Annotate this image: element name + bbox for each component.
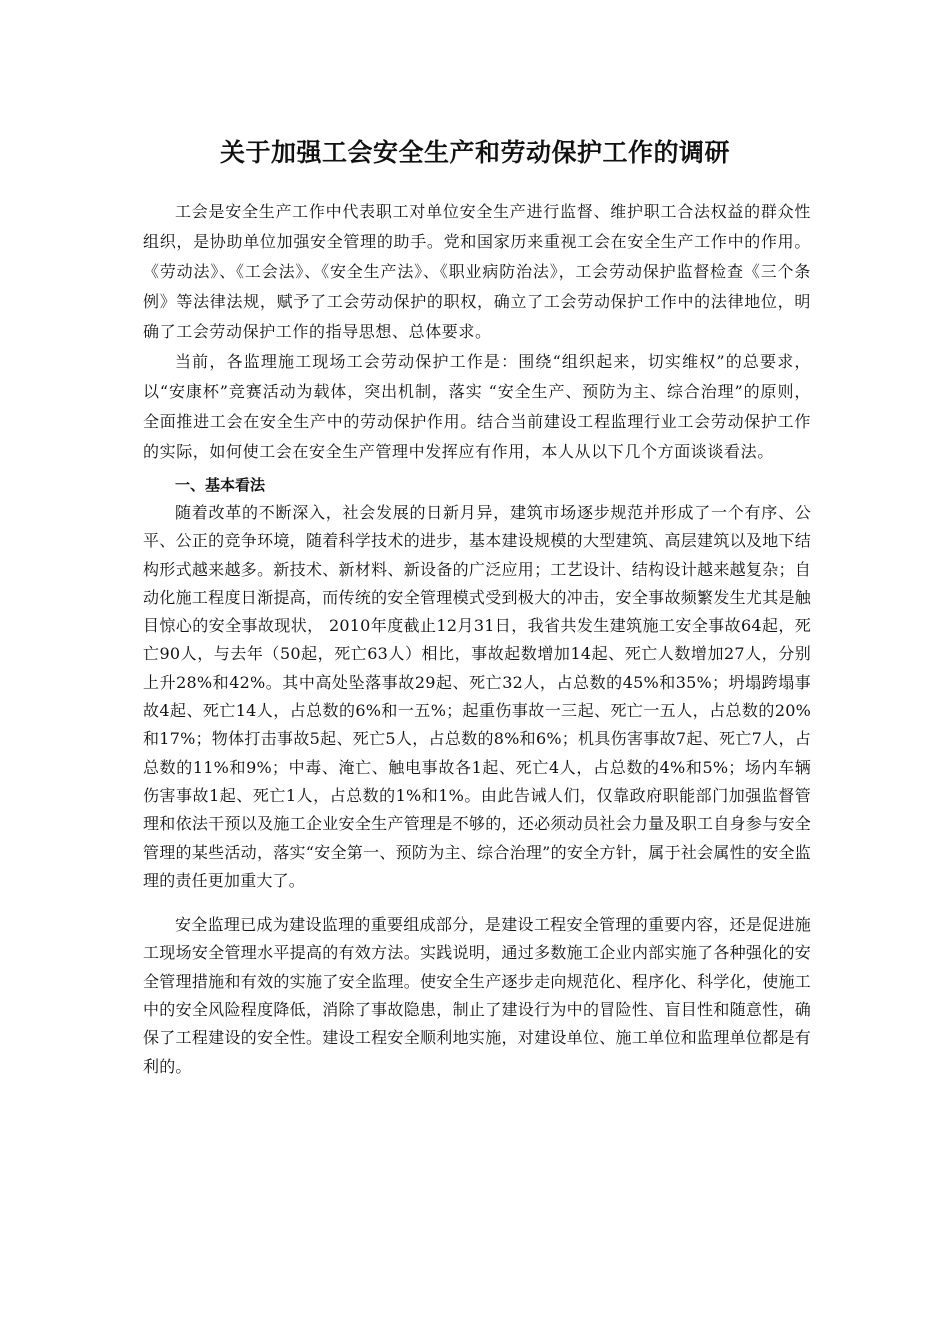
- paragraph-safety-supervision: 安全监理已成为建设监理的重要组成部分，是建设工程安全管理的重要内容，还是促进施工现场安全管理水平提高的有效方法。实践说明，通过多数施工企业内部实施了各种强化的安全管理措施和有效的实施了安全监理。使安全生产逐步走向规范化、程序化、科学化，使施工中的安全风险程度降低，消除了事故隐患，制止了建设行为中的冒险性、盲目性和随意性，确保了工程建设的安全性。建设工程安全顺利地实施，对建设单位、施工单位和监理单位都是有利的。: [143, 915, 811, 1076]
- document-body: [143, 197, 811, 1081]
- document-title: 关于加强工会安全生产和劳动保护工作的调研: [219, 138, 730, 167]
- paragraph-gap: [143, 895, 811, 911]
- paragraph-intro: 工会是安全生产工作中代表职工对单位安全生产进行监督、维护职工合法权益的群众性组织，是协助单位加强安全管理的助手。党和国家历来重视工会在安全生产工作中的作用。《劳动法》、《工会法》、《安全生产法》、《职业病防治法》，工会劳动保护监督检查《三个条例》等法律法规，赋予了工会劳动保护的职权，确立了工会劳动保护工作中的法律地位，明确了工会劳动保护工作的指导思想、总体要求。: [143, 202, 811, 341]
- paragraph-current-status: 当前，各监理施工现场工会劳动保护工作是：围绕“组织起来，切实维权”的总要求，以“安康杯”竞赛活动为载体，突出机制，落实 “安全生产、预防为主、综合治理”的原则，全面推进工会在安全生产中的劳动保护作用。结合当前建设工程监理行业工会劳动保护工作的实际，如何使工会在安全生产管理中发挥应有作用，本人从以下几个方面谈谈看法。: [143, 352, 811, 461]
- section-heading-basic-views: 一、基本看法: [175, 476, 266, 494]
- paragraph-accident-statistics: 随着改革的不断深入，社会发展的日新月异，建筑市场逐步规范并形成了一个有序、公平、公正的竞争环境，随着科学技术的进步，基本建设规模的大型建筑、高层建筑以及地下结构形式越来越多。新技术、新材料、新设备的广泛应用；工艺设计、结构设计越来越复杂；自动化施工程度日渐提高，而传统的安全管理模式受到极大的冲击，安全事故频繁发生尤其是触目惊心的安全事故现状， 2010年度截止12月31日，我省共发生建筑施工安全事故64起，死亡90人，与去年（50起，死亡63人）相比，事故起数增加14起、死亡人数增加27人，分别上升28%和42%。其中高处坠落事故29起、死亡32人，占总数的45%和35%；坍塌跨塌事故4起、死亡14人，占总数的6%和一五%；起重伤事故一三起、死亡一五人，占总数的20%和17%；物体打击事故5起、死亡5人，占总数的8%和6%；机具伤害事故7起、死亡7人，占总数的11%和9%；中毒、淹亡、触电事故各1起、死亡4人，占总数的4%和5%；场内车辆伤害事故1起、死亡1人，占总数的1%和1%。由此告诫人们，仅靠政府职能部门加强监督管理和依法干预以及施工企业安全生产管理是不够的，还必须动员社会力量及职工自身参与安全管理的某些活动，落实“安全第一、预防为主、综合治理”的安全方针，属于社会属性的安全监理的责任更加重大了。: [143, 503, 811, 890]
